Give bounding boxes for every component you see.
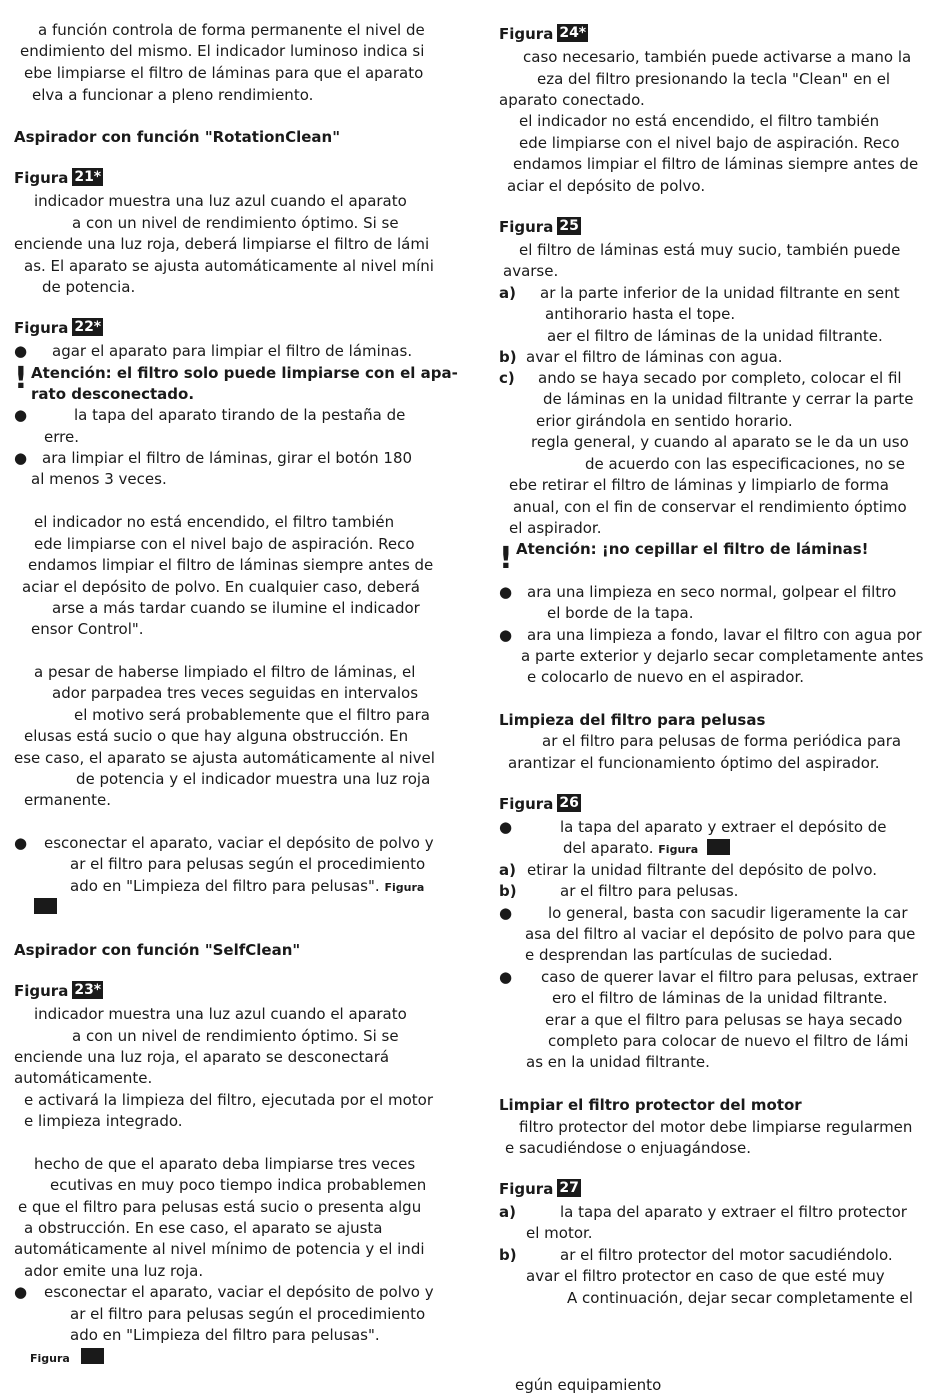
list-item-text: ado en "Limpieza del filtro para pelusas". — [70, 877, 380, 895]
step-marker: b) — [499, 1246, 517, 1264]
list-item: esconectar el aparato, vaciar el depósito de polvo y — [44, 1283, 434, 1301]
step-text: ar el filtro para pelusas. — [560, 882, 739, 900]
text-line: el aspirador. — [509, 519, 602, 537]
figure-number-badge: 25 — [559, 218, 579, 234]
section-heading: Limpieza del filtro para pelusas — [499, 711, 766, 729]
section-heading: Aspirador con función "RotationClean" — [14, 128, 341, 146]
list-item: ara una limpieza a fondo, lavar el filtro con agua por — [527, 626, 922, 644]
text-line: avarse. — [503, 262, 559, 280]
text-line: el indicador no está encendido, el filtro también — [519, 112, 880, 130]
text-line: a con un nivel de rendimiento óptimo. Si se — [72, 1027, 399, 1045]
text-line: arse a más tardar cuando se ilumine el indicador — [52, 599, 420, 617]
text-line: e limpieza integrado. — [24, 1112, 183, 1130]
text-line: de acuerdo con las especificaciones, no se — [585, 455, 905, 473]
figure-label: Figura — [30, 1352, 70, 1365]
section-heading: Aspirador con función "SelfClean" — [14, 941, 301, 959]
text-line: ador emite una luz roja. — [24, 1262, 204, 1280]
text-line: as. El aparato se ajusta automáticamente al nivel míni — [24, 257, 434, 275]
figure-ref — [499, 217, 581, 238]
text-line: enciende una luz roja, el aparato se desconectará — [14, 1048, 390, 1066]
list-item: esconectar el aparato, vaciar el depósito de polvo y — [44, 834, 434, 852]
text-line: ecutivas en muy poco tiempo indica probablemen — [50, 1176, 427, 1194]
step-text: el motor. — [526, 1224, 593, 1242]
step-text: etirar la unidad filtrante del depósito de polvo. — [527, 861, 878, 879]
step-text: ar la parte inferior de la unidad filtrante en sent — [540, 284, 900, 302]
list-item: lo general, basta con sacudir ligeramente la car — [548, 904, 908, 922]
figure-number-badge — [81, 1348, 104, 1364]
figure-ref — [30, 1347, 104, 1369]
text-line: indicador muestra una luz azul cuando el aparato — [34, 192, 407, 210]
bullet-icon: ● — [499, 968, 513, 986]
text-line: ador parpadea tres veces seguidas en intervalos — [52, 684, 419, 702]
figure-number-badge: 26 — [559, 795, 579, 811]
text-line: endamos limpiar el filtro de láminas siempre antes de — [513, 155, 919, 173]
list-item-text: del aparato. — [563, 839, 654, 857]
text-line: elva a funcionar a pleno rendimiento. — [32, 86, 314, 104]
text-line: a pesar de haberse limpiado el filtro de láminas, el — [34, 663, 416, 681]
figure-ref — [499, 1179, 581, 1200]
text-line: aciar el depósito de polvo. En cualquier caso, deberá — [22, 578, 420, 596]
text-line: endimiento del mismo. El indicador luminoso indica si — [20, 42, 425, 60]
text-line: a con un nivel de rendimiento óptimo. Si se — [72, 214, 399, 232]
text-line: filtro protector del motor debe limpiarse regularmen — [519, 1118, 913, 1136]
text-line: hecho de que el aparato deba limpiarse tres veces — [34, 1155, 416, 1173]
list-item: la tapa del aparato tirando de la pestaña de — [74, 406, 406, 424]
text-line: anual, con el fin de conservar el rendimiento óptimo — [513, 498, 907, 516]
list-item: e desprendan las partículas de suciedad. — [525, 946, 833, 964]
text-line: a obstrucción. En ese caso, el aparato se ajusta — [24, 1219, 383, 1237]
list-item: as en la unidad filtrante. — [526, 1053, 710, 1071]
text-line: enciende una luz roja, deberá limpiarse el filtro de lámi — [14, 235, 430, 253]
bullet-icon: ● — [14, 449, 28, 467]
text-line: el motivo será probablemente que el filtro para — [74, 706, 430, 724]
step-text: erior girándola en sentido horario. — [536, 412, 793, 430]
figure-ref — [14, 168, 103, 189]
step-text: aer el filtro de láminas de la unidad filtrante. — [547, 327, 883, 345]
bullet-icon: ● — [499, 818, 513, 836]
list-item: caso de querer lavar el filtro para pelusas, extraer — [541, 968, 918, 986]
text-line: a función controla de forma permanente el nivel de — [38, 21, 425, 39]
step-text: avar el filtro de láminas con agua. — [526, 348, 783, 366]
bullet-icon: ● — [499, 904, 513, 922]
list-item: e colocarlo de nuevo en el aspirador. — [527, 668, 805, 686]
list-item: ar el filtro para pelusas según el procedimiento — [70, 1305, 426, 1323]
figure-number-badge — [707, 839, 730, 855]
bullet-icon: ● — [499, 583, 513, 601]
list-item: el borde de la tapa. — [547, 604, 694, 622]
text-line: arantizar el funcionamiento óptimo del aspirador. — [508, 754, 880, 772]
text-line: elusas está sucio o que hay alguna obstrucción. En — [24, 727, 409, 745]
step-text: la tapa del aparato y extraer el filtro protector — [560, 1203, 907, 1221]
figure-label: Figura — [658, 843, 699, 856]
text-line: de potencia. — [42, 278, 136, 296]
step-text: A continuación, dejar secar completamente el — [567, 1289, 913, 1307]
figure-ref — [14, 981, 103, 1002]
figure-label: Figura — [499, 25, 554, 43]
text-line: ede limpiarse con el nivel bajo de aspiración. Reco — [34, 535, 415, 553]
text-line: indicador muestra una luz azul cuando el aparato — [34, 1005, 407, 1023]
bullet-icon: ● — [14, 342, 28, 360]
step-marker: a) — [499, 861, 516, 879]
text-line: el filtro de láminas está muy sucio, también puede — [519, 241, 901, 259]
bullet-icon: ● — [499, 626, 513, 644]
bullet-icon: ● — [14, 1283, 28, 1301]
figure-label: Figura — [14, 169, 69, 187]
section-heading: Limpiar el filtro protector del motor — [499, 1096, 802, 1114]
step-text: ar el filtro protector del motor sacudiéndolo. — [560, 1246, 893, 1264]
list-item — [563, 838, 730, 860]
text-line: aparato conectado. — [499, 91, 645, 109]
text-line: automáticamente. — [14, 1069, 153, 1087]
list-item: ero el filtro de láminas de la unidad filtrante. — [552, 989, 888, 1007]
text-line: ensor Control". — [31, 620, 144, 638]
step-text: ando se haya secado por completo, colocar el fil — [538, 369, 902, 387]
text-line: ebe limpiarse el filtro de láminas para que el aparato — [24, 64, 424, 82]
figure-ref — [14, 318, 103, 339]
warning-text: Atención: el filtro solo puede limpiarse con el apa- — [31, 364, 458, 382]
list-item: ar el filtro para pelusas según el procedimiento — [70, 855, 426, 873]
figure-number-badge: 21* — [74, 169, 102, 185]
text-line: caso necesario, también puede activarse a mano la — [523, 48, 912, 66]
text-line: ar el filtro para pelusas de forma periódica para — [542, 732, 902, 750]
step-text: antihorario hasta el tope. — [545, 305, 736, 323]
text-line: endamos limpiar el filtro de láminas siempre antes de — [28, 556, 434, 574]
figure-number-badge: 27 — [559, 1180, 579, 1196]
text-line: el indicador no está encendido, el filtro también — [34, 513, 395, 531]
text-line: regla general, y cuando al aparato se le da un uso — [531, 433, 909, 451]
figure-label: Figura — [14, 319, 69, 337]
step-marker: b) — [499, 348, 517, 366]
step-marker: a) — [499, 1203, 516, 1221]
step-text: avar el filtro protector en caso de que esté muy — [526, 1267, 885, 1285]
figure-number-badge — [34, 898, 57, 914]
text-line: automáticamente al nivel mínimo de potencia y el indi — [14, 1240, 425, 1258]
list-item: agar el aparato para limpiar el filtro de láminas. — [52, 342, 413, 360]
warning-icon: ! — [14, 361, 28, 396]
text-line: e que el filtro para pelusas está sucio o presenta algu — [18, 1198, 422, 1216]
list-item: ara una limpieza en seco normal, golpear el filtro — [527, 583, 897, 601]
figure-number-badge: 22* — [74, 319, 102, 335]
list-item: completo para colocar de nuevo el filtro de lámi — [548, 1032, 909, 1050]
text-line: ese caso, el aparato se ajusta automáticamente al nivel — [14, 749, 435, 767]
figure-ref — [499, 794, 581, 815]
text-line: aciar el depósito de polvo. — [507, 177, 706, 195]
warning-icon: ! — [499, 541, 513, 576]
figure-label: Figura — [384, 881, 425, 894]
list-item — [70, 876, 424, 898]
figure-number-badge: 23* — [74, 982, 102, 998]
text-line: ermanente. — [24, 791, 112, 809]
list-item: a parte exterior y dejarlo secar completamente antes — [521, 647, 924, 665]
list-item: al menos 3 veces. — [31, 470, 167, 488]
list-item: erar a que el filtro para pelusas se haya secado — [545, 1011, 903, 1029]
list-item: erre. — [44, 428, 79, 446]
step-text: de láminas en la unidad filtrante y cerrar la parte — [543, 390, 914, 408]
list-item: la tapa del aparato y extraer el depósito de — [560, 818, 887, 836]
text-line: ede limpiarse con el nivel bajo de aspiración. Reco — [519, 134, 900, 152]
figure-label: Figura — [499, 218, 554, 236]
footnote: egún equipamiento — [515, 1376, 662, 1394]
list-item: asa del filtro al vaciar el depósito de polvo para que — [525, 925, 916, 943]
figure-ref — [499, 24, 588, 45]
text-line: e sacudiéndose o enjuagándose. — [505, 1139, 751, 1157]
bullet-icon: ● — [14, 406, 28, 424]
figure-label: Figura — [499, 1180, 554, 1198]
warning-text: rato desconectado. — [31, 385, 195, 403]
step-marker: c) — [499, 369, 515, 387]
bullet-icon: ● — [14, 834, 28, 852]
list-item: ara limpiar el filtro de láminas, girar el botón 180 — [42, 449, 413, 467]
text-line: ebe retirar el filtro de láminas y limpiarlo de forma — [509, 476, 889, 494]
figure-badge — [34, 897, 57, 918]
text-line: e activará la limpieza del filtro, ejecutada por el motor — [24, 1091, 433, 1109]
figure-label: Figura — [14, 982, 69, 1000]
figure-label: Figura — [499, 795, 554, 813]
text-line: de potencia y el indicador muestra una luz roja — [76, 770, 431, 788]
step-marker: a) — [499, 284, 516, 302]
text-line: eza del filtro presionando la tecla "Clean" en el — [537, 70, 891, 88]
step-marker: b) — [499, 882, 517, 900]
list-item: ado en "Limpieza del filtro para pelusas". — [70, 1326, 380, 1344]
warning-text: Atención: ¡no cepillar el filtro de láminas! — [516, 540, 869, 558]
figure-number-badge: 24* — [559, 25, 587, 41]
